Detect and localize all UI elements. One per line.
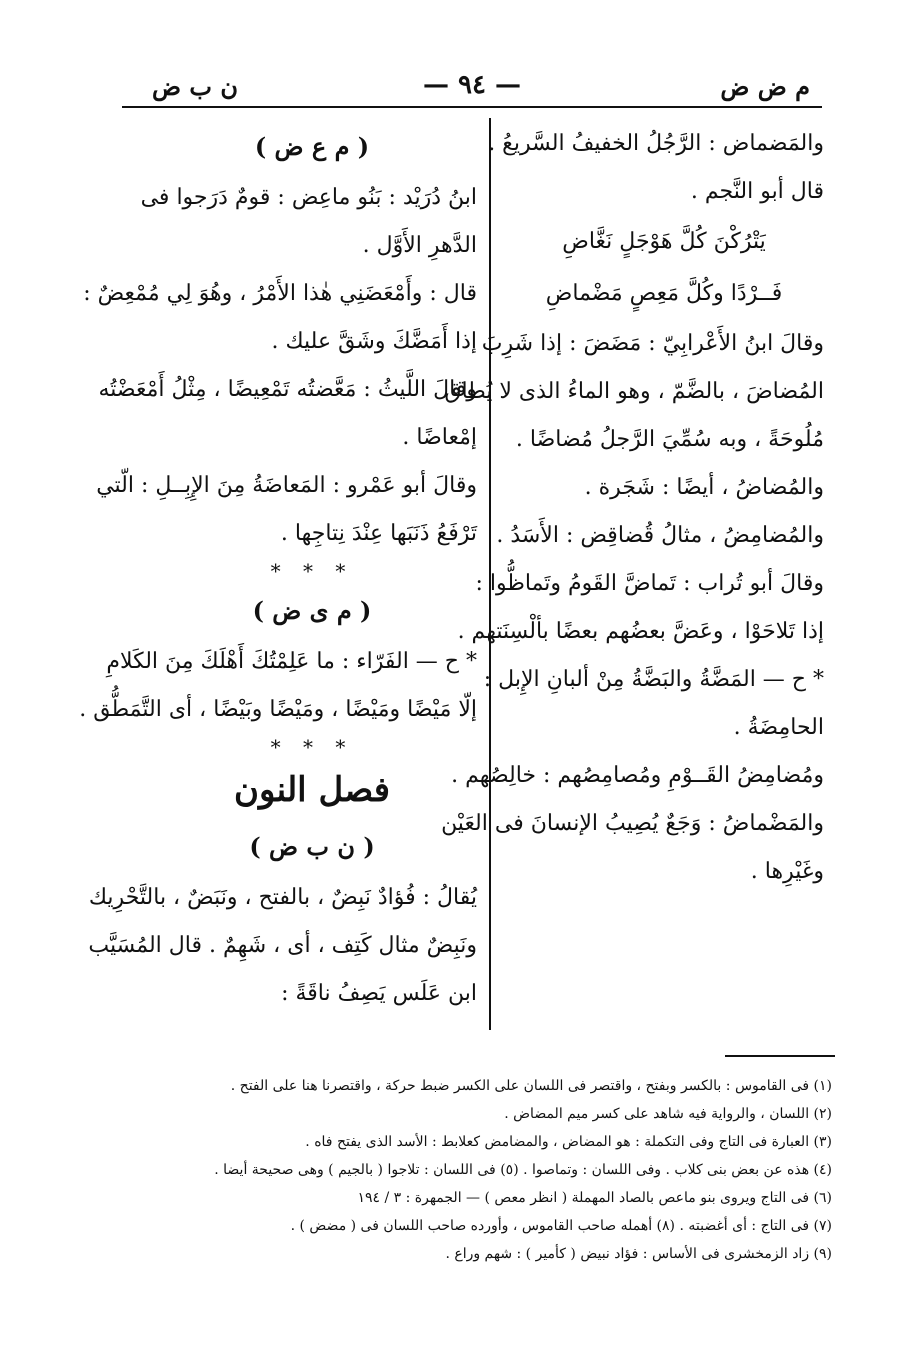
text-line: مُلُوحَةً ، وبه سُمِّيَ الرَّجلُ مُضاضًا . (515, 427, 824, 452)
text-line: إذا أَمَضَّكَ وشَقَّ عليك . (271, 329, 477, 354)
text-line: ابنُ دُرَيْد : بَنُو ماعِض : قومٌ دَرَجوا فى (140, 185, 477, 210)
separator-stars: * * * (270, 735, 354, 759)
text-line: * ح — المَضَّةُ والبَضَّةُ مِنْ ألبانِ الإِبل : (483, 667, 824, 692)
section-heading: ( م ع ض ) (254, 132, 370, 161)
text-line: ابن عَلَس يَصِفُ ناقَةً : (281, 981, 477, 1006)
text-line: ونَبِضٌ مثال كَتِف ، أى ، شَهِمٌ . قال المُسَيَّب (88, 933, 477, 958)
footnote: (١) فى القاموس : بالكسر وبفتح ، واقتصر فى اللسان على الكسر ضبط حركة ، واقتصرنا هنا على الفتح . (230, 1078, 832, 1094)
separator-stars: * * * (270, 559, 354, 583)
verse-line: فَــرْدًا وكُلَّ مَعِصٍ مَضْماضِ (545, 281, 783, 306)
text-line: الدَّهرِ الأَوَّل . (362, 233, 477, 258)
text-line: وقالَ ابنُ الأَعْرابِيّ : مَضَضَ : إذا شَرِبَ (481, 331, 824, 356)
text-line: والمَضماض : الرَّجُلُ الخفيفُ السَّريعُ . (488, 131, 824, 156)
footnotes (142, 1072, 832, 1268)
footnote-rule (725, 1055, 835, 1057)
text-line: الحامِضَةُ . (733, 715, 824, 740)
text-line: إذا تَلاحَوْا ، وعَضَّ بعضُهم بعضًا بألْسِنَتهم . (457, 619, 824, 644)
text-line: قال أبو النَّجم . (690, 179, 824, 204)
footnote: (٦) فى التاج ويروى بنو ماعص بالصاد المهملة ( انظر معص ) — الجمهرة : ٣ / ١٩٤ (357, 1190, 832, 1206)
text-line: المُضاضَ ، بالضَّمّ ، وهو الماءُ الذى لا يُطاق (444, 379, 824, 404)
text-line: إلّا مَيْضًا ومَيْضًا ، ومَيْضًا وبَيْضًا ، أى التَّمَطُّق . (79, 697, 477, 722)
text-line: وقالَ أبو تُراب : تَماضَّ القَومُ وتَماظُّوا : (475, 571, 824, 596)
header-root-right: م ض ض (720, 72, 810, 101)
left-column (79, 120, 477, 1018)
text-line: يُقالُ : فُؤادٌ نَبِضٌ ، بالفتح ، ونَبَضٌ ، بالتَّحْرِيك (88, 885, 477, 910)
page-header (122, 58, 822, 108)
footnote: (٤) هذه عن بعض بنى كلاب . وفى اللسان : وتماصوا . (٥) فى اللسان : تلاجوا ( بالجيم ) وهى صحيحة أيضا . (214, 1162, 832, 1178)
text-line: قال : وأَمْعَضَنِي هٰذا الأَمْرُ ، وهُوَ لِي مُمْعِضٌ : (83, 281, 477, 306)
header-root-left: ن ب ض (152, 72, 238, 101)
footnote: (٢) اللسان ، والرواية فيه شاهد على كسر ميم المضاض . (504, 1106, 832, 1122)
text-line: وقالَ اللَّيثُ : مَعَّضتُه تَمْعِيضًا ، مِثْلُ أَمْعَضْتُه (98, 377, 477, 402)
section-heading: ( م ى ض ) (252, 596, 372, 625)
footnote: (٩) زاد الزمخشرى فى الأساس : فؤاد نبيض ( كأمير ) : شهم وراع . (445, 1246, 832, 1262)
text-line: إمْعاضًا . (402, 425, 477, 450)
text-line: والمُضاضُ ، أيضًا : شَجَرة . (584, 475, 824, 500)
text-line: والمَضْماضُ : وَجَعٌ يُصِيبُ الإنسانَ فى العَيْن (441, 811, 824, 836)
verse-line: يَتْرُكْنَ كُلَّ هَوْجَلٍ نَغَّاضِ (562, 229, 766, 254)
chapter-title: فصل النون (234, 770, 390, 810)
page-number: — ٩٤ — (422, 70, 522, 100)
text-line: والمُضامِضُ ، مثالُ قُضاقِض : الأَسَدُ . (496, 523, 824, 548)
text-line: وقالَ أبو عَمْرو : المَعاضَةُ مِنَ الإِبِــلِ : الّتي (96, 473, 477, 498)
section-heading: ( ن ب ض ) (249, 832, 375, 861)
text-line: ومُضامِضُ القَــوْمِ ومُصامِصُهم : خالِصُهم . (451, 763, 824, 788)
right-column (441, 120, 824, 896)
footnote: (٣) العبارة فى التاج وفى التكملة : هو المضاض ، والمضامض كعلابط : الأسد الذى يفتح فاه . (305, 1134, 832, 1150)
header-rule (122, 106, 822, 108)
text-line: * ح — الفَرّاء : ما عَلِمْتُكَ أَهْلَكَ مِنَ الكَلامِ (106, 649, 477, 674)
footnote: (٧) فى التاج : أى أغضبته . (٨) أهمله صاحب القاموس ، وأورده صاحب اللسان فى ( مضض ) . (290, 1218, 832, 1234)
text-line: تَرْفَعُ ذَنَبَها عِنْدَ نِتاجِها . (280, 521, 477, 546)
text-line: وغَيْرِها . (750, 859, 824, 884)
